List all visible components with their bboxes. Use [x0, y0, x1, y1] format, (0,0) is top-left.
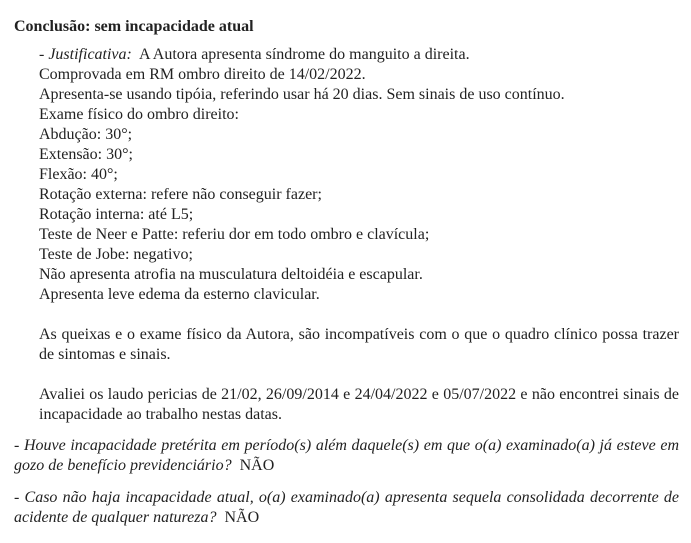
exam-line: Comprovada em RM ombro direito de 14/02/2022. — [39, 66, 366, 83]
justification-first-text: A Autora apresenta síndrome do manguito a direita. — [138, 46, 470, 63]
justification-label: Justificativa: — [48, 46, 132, 63]
question-sequela — [14, 488, 679, 528]
exam-line: Teste de Jobe: negativo; — [39, 246, 193, 263]
justification-prefix: - — [39, 46, 49, 63]
exam-line: Apresenta-se usando tipóia, referindo usar há 20 dias. Sem sinais de uso contínuo. — [39, 86, 565, 103]
justification-first-line — [39, 45, 679, 65]
exam-line: Abdução: 30°; — [39, 126, 133, 143]
question-text: - Caso não haja incapacidade atual, o(a) examinado(a) apresenta sequela consolidada decorrente de acidente de qualquer natureza? — [14, 489, 679, 526]
question-answer: NÃO — [224, 509, 260, 526]
exam-line: Apresenta leve edema da esterno clavicular. — [39, 286, 320, 303]
question-text: - Houve incapacidade pretérita em período(s) além daquele(s) em que o(a) examinado(a) já esteve em gozo de benefício previdenciário? — [14, 437, 679, 474]
exam-line: Exame físico do ombro direito: — [39, 106, 239, 123]
findings-paragraph: As queixas e o exame físico da Autora, são incompatíveis com o que o quadro clínico possa trazer de sintomas e sinais. — [39, 326, 679, 363]
exam-line: Flexão: 40°; — [39, 166, 118, 183]
reports-paragraph: Avaliei os laudo pericias de 21/02, 26/09/2014 e 24/04/2022 e 05/07/2022 e não encontrei sinais de incapacidade ao trabalho nestas datas. — [39, 386, 679, 423]
justification-block — [39, 45, 679, 305]
question-answer: NÃO — [239, 457, 275, 474]
exam-line: Rotação interna: até L5; — [39, 206, 194, 223]
exam-line: Não apresenta atrofia na musculatura deltoidéia e escapular. — [39, 266, 423, 283]
exam-line: Rotação externa: refere não conseguir fazer; — [39, 186, 322, 203]
exam-line: Teste de Neer e Patte: referiu dor em todo ombro e clavícula; — [39, 226, 430, 243]
question-past-incapacity — [14, 436, 679, 476]
conclusion-heading: Conclusão: sem incapacidade atual — [14, 18, 254, 35]
exam-line: Extensão: 30°; — [39, 146, 133, 163]
